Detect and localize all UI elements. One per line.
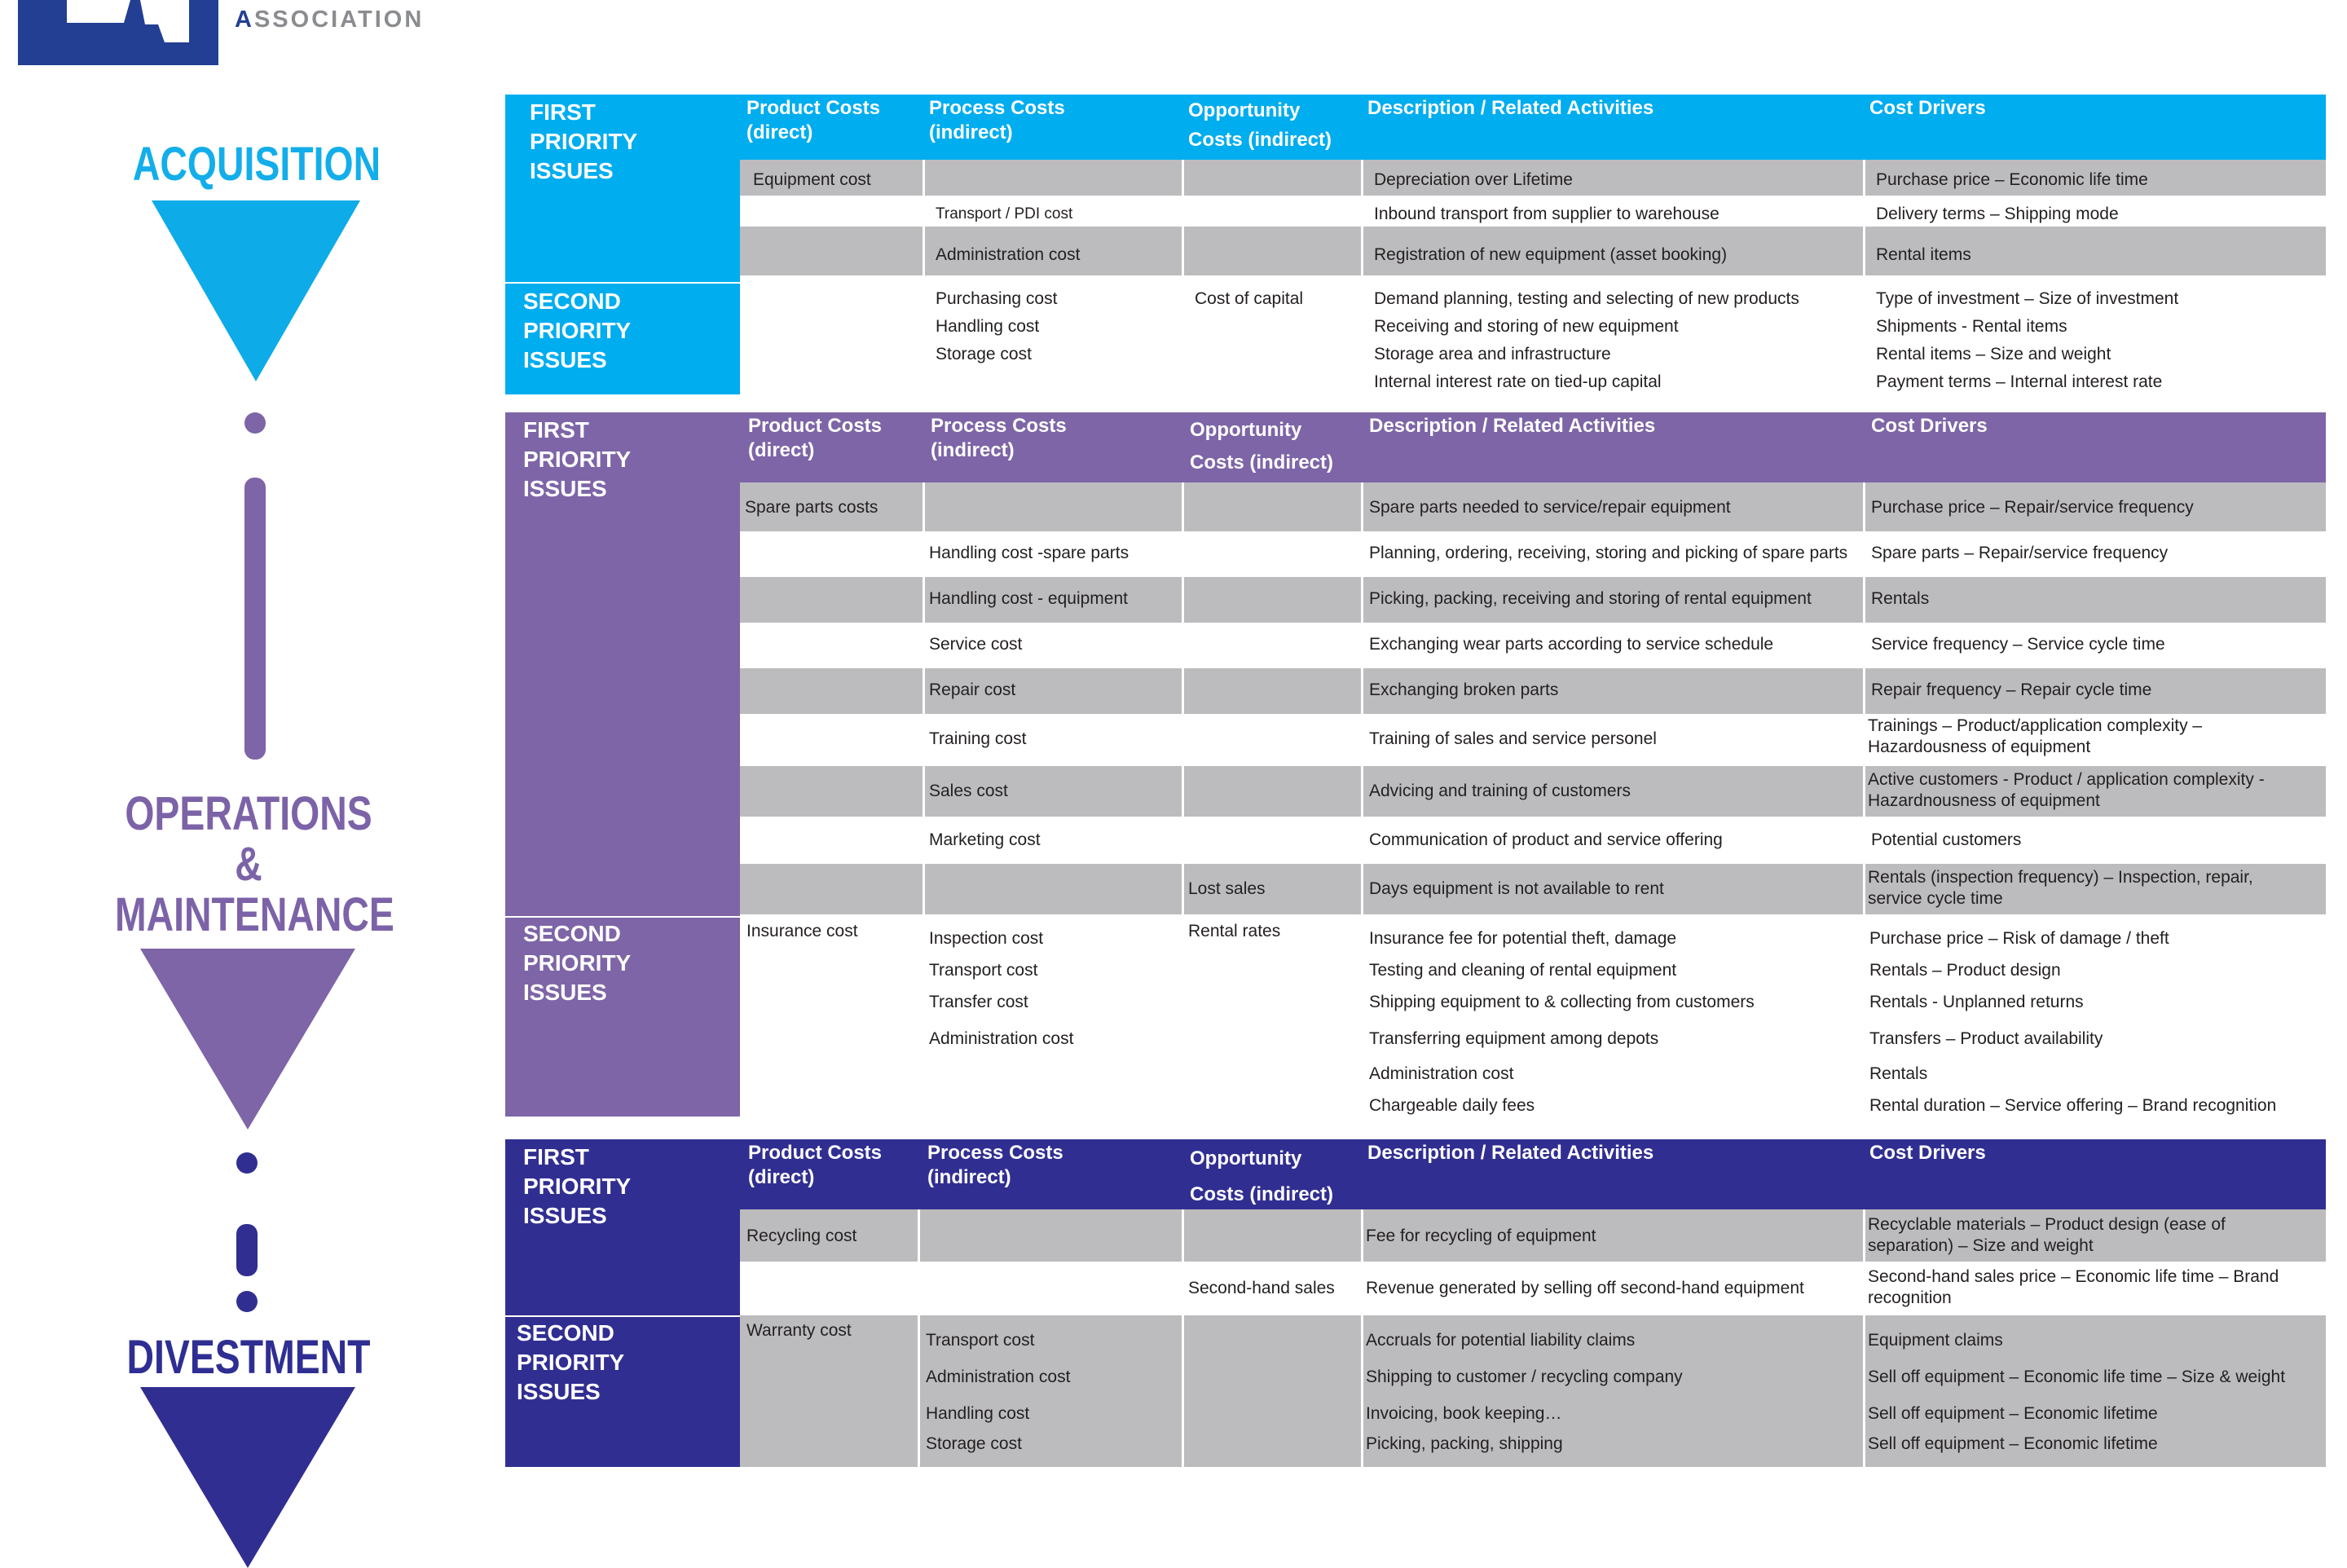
header-opportunity-costs: Opportunity Costs (indirect) [1190,1147,1334,1205]
cell-description: Spare parts needed to service/repair equipment [1369,498,1731,517]
cell-process-list: Inspection cost Transport cost Transfer cost Administration cost [929,929,1074,1048]
priority-divider [505,282,740,284]
cell-driver: Spare parts – Repair/service frequency [1871,544,2169,562]
first-priority-label: FIRST PRIORITY ISSUES [523,417,632,501]
logo [18,0,218,65]
cell-driver: Rental items [1876,245,1971,264]
cell-description-list: Accruals for potential liability claims Shipping to customer / recycling company Invoicing, book keeping… Picking, packing, shipping [1366,1331,1683,1453]
priority-divider [505,916,740,918]
connector-bar [236,1224,258,1276]
acquisition-table [505,95,2326,394]
cell-product: Recycling cost [746,1227,857,1245]
cell-description: Advicing and training of customers [1369,782,1631,800]
logo-text: ASSOCIATION [235,7,425,33]
priority-divider [505,1315,740,1317]
phase-title-acquisition: ACQUISITION [132,138,381,191]
cell-description: Training of sales and service personel [1369,729,1657,748]
cell-description: Registration of new equipment (asset booking) [1374,245,1728,264]
cell-process: Repair cost [929,680,1016,699]
cell-product: Equipment cost [753,170,871,189]
cell-process: Handling cost - equipment [929,589,1128,608]
divestment-triangle-icon [140,1387,355,1568]
cell-description-list: Demand planning, testing and selecting of new products Receiving and storing of new equipment Storage area and infrastructure Internal interest rate on tied-up capital [1374,289,1799,391]
cell-description: Exchanging wear parts according to service schedule [1369,635,1774,654]
cell-process: Sales cost [929,782,1008,800]
cell-process-list: Transport cost Administration cost Handling cost Storage cost [926,1331,1071,1453]
header-process-costs: Process Costs (indirect) [931,415,1067,461]
operations-triangle-icon [140,949,355,1130]
divestment-table [505,1139,2326,1467]
cell-opportunity: Cost of capital [1195,289,1304,308]
connector-dot [236,1291,258,1312]
cell-description: Planning, ordering, receiving, storing and picking of spare parts [1369,544,1848,562]
cell-product: Spare parts costs [745,498,878,517]
connector-bar [244,478,266,760]
header-product-costs: Product Costs (direct) [746,97,881,143]
connector-dot [244,738,266,760]
header-cost-drivers: Cost Drivers [1869,1142,1986,1164]
header-process-costs: Process Costs (indirect) [927,1142,1063,1188]
cell-opportunity: Lost sales [1188,879,1266,898]
cell-driver: Active customers - Product / application complexity - Hazardnousness of equipment [1868,770,2265,810]
header-product-costs: Product Costs (direct) [748,1142,883,1188]
connector-dot [244,412,266,434]
header-description: Description / Related Activities [1369,415,1656,437]
cell-process: Handling cost -spare parts [929,544,1129,562]
logo-mark-icon [67,0,189,42]
cell-description: Exchanging broken parts [1369,680,1559,699]
cell-driver-list: Type of investment – Size of investment Shipments - Rental items Rental items – Size and weight Payment terms – Internal interest rate [1876,289,2179,391]
header-process-costs: Process Costs (indirect) [929,97,1065,143]
header-product-costs: Product Costs (direct) [748,415,883,461]
phase-title-operations: OPERATIONS & MAINTENANCE [115,787,394,941]
header-opportunity-costs: Opportunity Costs (indirect) [1190,419,1334,473]
cell-description: Days equipment is not available to rent [1369,879,1664,898]
cell-driver: Delivery terms – Shipping mode [1876,205,2119,223]
cell-opportunity: Second-hand sales [1188,1279,1335,1297]
cell-driver: Purchase price – Economic life time [1876,170,2148,189]
cell-driver: Service frequency – Service cycle time [1871,635,2165,654]
cell-driver: Purchase price – Repair/service frequency [1871,498,2194,517]
cell-product: Warranty cost [746,1321,852,1340]
cell-driver: Potential customers [1871,830,2022,849]
header-description: Description / Related Activities [1367,1142,1654,1164]
header-description: Description / Related Activities [1367,97,1654,119]
cell-description: Depreciation over Lifetime [1374,170,1573,189]
cell-driver: Recyclable materials – Product design (ease of separation) – Size and weight [1868,1215,2226,1255]
cell-description-list: Insurance fee for potential theft, damage Testing and cleaning of rental equipment Shipping equipment to & collecting from customers Transferring equipment among depots Administration cost Chargeable daily fees [1369,929,1755,1115]
cell-description: Communication of product and service offering [1369,830,1723,849]
cell-driver-list: Equipment claims Sell off equipment – Economic life time – Size & weight Sell off equipment – Economic lifetime Sell off equipment – Economic lifetime [1868,1331,2286,1453]
cell-driver: Rentals [1871,589,1930,608]
first-priority-label: FIRST PRIORITY ISSUES [530,99,638,183]
operations-table [505,412,2326,1117]
cell-driver: Repair frequency – Repair cycle time [1871,680,2152,699]
cell-process: Transport / PDI cost [936,205,1073,222]
operations-priority-band [505,412,740,1117]
cell-driver-list: Purchase price – Risk of damage / theft Rentals – Product design Rentals - Unplanned returns Transfers – Product availability Rentals Rental duration – Service offering – Brand recognition [1869,929,2277,1115]
header-cost-drivers: Cost Drivers [1869,97,1986,119]
acquisition-triangle-icon [152,200,360,381]
connector-dot [236,1152,258,1174]
cell-description: Revenue generated by selling off second-hand equipment [1366,1279,1804,1297]
cell-process: Marketing cost [929,830,1041,849]
cell-description: Fee for recycling of equipment [1366,1227,1596,1245]
cell-product: Insurance cost [746,922,858,940]
first-priority-label: FIRST PRIORITY ISSUES [523,1144,632,1228]
second-priority-label: SECOND PRIORITY ISSUES [517,1320,625,1404]
header-cost-drivers: Cost Drivers [1871,415,1988,437]
cell-process: Administration cost [936,245,1081,264]
second-priority-label: SECOND PRIORITY ISSUES [523,921,632,1005]
cell-opportunity: Rental rates [1188,922,1281,940]
cell-process-list: Purchasing cost Handling cost Storage cost [936,289,1058,363]
cell-driver: Trainings – Product/application complexity – Hazardousness of equipment [1868,716,2203,756]
phase-title-divestment: DIVESTMENT [126,1331,371,1384]
cell-description: Inbound transport from supplier to warehouse [1374,205,1720,223]
cell-driver: Rentals (inspection frequency) – Inspection, repair, service cycle time [1868,868,2253,908]
cell-process: Service cost [929,635,1023,654]
cell-driver: Second-hand sales price – Economic life time – Brand recognition [1868,1267,2279,1307]
cell-process: Training cost [929,729,1027,748]
second-priority-label: SECOND PRIORITY ISSUES [523,288,632,372]
header-opportunity-costs: Opportunity Costs (indirect) [1188,99,1332,151]
cell-description: Picking, packing, receiving and storing of rental equipment [1369,589,1812,608]
